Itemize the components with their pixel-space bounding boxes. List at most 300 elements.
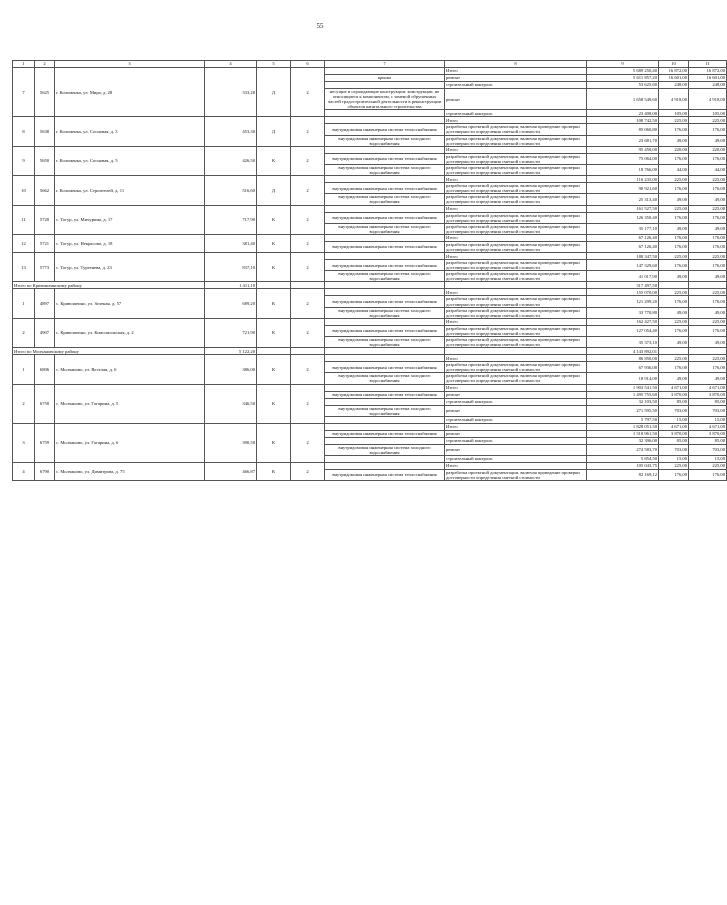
cost-limit: 176,00 [689, 362, 727, 373]
cost-limit: 225,00 [689, 462, 727, 469]
work-type: разработка проектной документации, включая проведение проверки достоверности определения сметной стоимости [445, 241, 587, 252]
column-number-7: 7 [325, 61, 445, 68]
table-row [13, 423, 727, 430]
table-row [13, 355, 727, 362]
cost-per-sqm: 225,00 [659, 117, 689, 124]
cost-per-sqm: 703,00 [659, 444, 689, 455]
cost-limit: 225,00 [689, 318, 727, 325]
cost-limit: 16 601,00 [689, 75, 727, 82]
column-number-3: 3 [55, 61, 205, 68]
cost-total: 82 169,12 [587, 469, 659, 480]
empty-cell [325, 348, 445, 355]
system-name [325, 318, 445, 325]
work-type: разработка проектной документации, включая проведение проверки достоверности определения сметной стоимости [445, 153, 587, 164]
work-type: строительный контроль [445, 416, 587, 423]
work-type: Итого [445, 234, 587, 241]
cost-per-sqm: 225,00 [659, 205, 689, 212]
system-name: внутридомовая инженерная система теплоснабжения [325, 260, 445, 271]
work-type: разработка проектной документации, включая проведение проверки достоверности определения сметной стоимости [445, 212, 587, 223]
empty-cell [659, 282, 689, 289]
cost-total: 127 054,40 [587, 325, 659, 336]
cost-limit: 176,00 [689, 124, 727, 135]
cost-limit: 225,00 [689, 117, 727, 124]
cost-per-sqm: 4 918,00 [659, 89, 689, 110]
system-name: внутридомовая инженерная система теплоснабжения [325, 325, 445, 336]
cost-total: 75 064,00 [587, 153, 659, 164]
house-id: 5662 [35, 176, 55, 205]
cost-limit: 49,00 [689, 194, 727, 205]
work-type: ремонт [445, 391, 587, 398]
column-number-5: 5 [257, 61, 291, 68]
cost-limit: 703,00 [689, 444, 727, 455]
cost-limit: 176,00 [689, 325, 727, 336]
cost-total: 53 625,60 [587, 82, 659, 89]
cost-limit: 4 671,00 [689, 384, 727, 391]
row-number: 9 [13, 146, 35, 175]
work-type: разработка проектной документации, включая проведение проверки достоверности определения сметной стоимости [445, 135, 587, 146]
cost-per-sqm: 105,00 [659, 110, 689, 117]
cost-limit: 3 870,00 [689, 430, 727, 437]
work-type: разработка проектной документации, включая проведение проверки достоверности определения сметной стоимости [445, 164, 587, 175]
work-type: разработка проектной документации, включая проведение проверки достоверности определения сметной стоимости [445, 362, 587, 373]
system-name: внутридомовая инженерная система холодного водоснабжения [325, 373, 445, 384]
cost-total: 35 177,10 [587, 223, 659, 234]
row-number: 1 [13, 355, 35, 384]
house-area: 721,90 [205, 318, 257, 347]
work-type: разработка проектной документации, включая проведение проверки достоверности определения сметной стоимости [445, 271, 587, 282]
cost-limit: 176,00 [689, 234, 727, 241]
column-number-6: 6 [291, 61, 325, 68]
house-id: 5773 [35, 253, 55, 282]
system-name [325, 253, 445, 260]
system-name: внутридомовая инженерная система холодного водоснабжения [325, 271, 445, 282]
table-row [13, 318, 727, 325]
table-row [13, 234, 727, 241]
wall-material: К [257, 423, 291, 462]
system-name: внутридомовая инженерная система холодного водоснабжения [325, 444, 445, 455]
floors-count: 2 [291, 289, 325, 318]
cost-total: 86 850,00 [587, 355, 659, 362]
table-row [13, 205, 727, 212]
cost-total: 1 495 755,60 [587, 391, 659, 398]
system-name [325, 416, 445, 423]
empty-cell [291, 282, 325, 289]
work-type: Итого [445, 146, 587, 153]
system-name: внутридомовая инженерная система теплоснабжения [325, 362, 445, 373]
column-number-11: 11 [689, 61, 727, 68]
cost-total: 5 797,50 [587, 416, 659, 423]
work-type: Итого [445, 462, 587, 469]
cost-per-sqm: 4 671,00 [659, 384, 689, 391]
floors-count: 2 [291, 146, 325, 175]
system-name [325, 423, 445, 430]
floors-count: 2 [291, 176, 325, 205]
cost-total: 90 921,60 [587, 183, 659, 194]
table-row [13, 117, 727, 124]
cost-total: 1 510 961,50 [587, 430, 659, 437]
work-type: строительный контроль [445, 437, 587, 444]
cost-per-sqm: 49,00 [659, 135, 689, 146]
cost-per-sqm: 49,00 [659, 194, 689, 205]
house-area: 717,90 [205, 205, 257, 234]
work-type: Итого [445, 205, 587, 212]
empty-cell [257, 282, 291, 289]
system-name [325, 146, 445, 153]
cost-limit: 176,00 [689, 296, 727, 307]
cost-total: 188 347,50 [587, 253, 659, 260]
district-subtotal-value: 4 143 892,01 [587, 348, 659, 355]
wall-material: Д [257, 176, 291, 205]
cost-total: 35 373,10 [587, 337, 659, 348]
house-address: с. Молчаново, ул. Гагарина, д. 5 [55, 384, 205, 423]
system-name [325, 68, 445, 75]
wall-material: К [257, 253, 291, 282]
house-area: 386,00 [205, 355, 257, 384]
floors-count: 2 [291, 318, 325, 347]
row-number: 2 [13, 318, 35, 347]
wall-material: К [257, 384, 291, 423]
table-row [13, 253, 727, 260]
table-row [13, 146, 727, 153]
cost-per-sqm: 85,00 [659, 437, 689, 444]
cost-limit: 15,00 [689, 416, 727, 423]
table-body [13, 61, 727, 481]
district-subtotal-row [13, 282, 727, 289]
house-id: 5721 [35, 234, 55, 252]
house-address: г. Коломенка, ул. Сосновая, д. 5 [55, 146, 205, 175]
cost-limit: 85,00 [689, 398, 727, 405]
row-number: 11 [13, 205, 35, 234]
cost-limit: 176,00 [689, 241, 727, 252]
cost-per-sqm: 176,00 [659, 183, 689, 194]
cost-limit: 49,00 [689, 337, 727, 348]
house-address: с. Молчаново, ул. Веселая, д. 6 [55, 355, 205, 384]
column-number-10: 10 [659, 61, 689, 68]
cost-limit: 176,00 [689, 212, 727, 223]
cost-total: 147 329,60 [587, 260, 659, 271]
cost-total: 18 766,00 [587, 164, 659, 175]
house-area: 689,20 [205, 289, 257, 318]
work-type: разработка проектной документации, включая проведение проверки достоверности определения сметной стоимости [445, 183, 587, 194]
cost-total: 41 017,90 [587, 271, 659, 282]
cost-limit: 176,00 [689, 260, 727, 271]
work-type: Итого [445, 318, 587, 325]
house-address: с. Кривошеино, ул. Зеленая, д. 57 [55, 289, 205, 318]
wall-material: К [257, 355, 291, 384]
floors-count: 2 [291, 384, 325, 423]
cost-per-sqm: 176,00 [659, 212, 689, 223]
district-subtotal-area: 1 411,10 [205, 282, 257, 289]
work-type: Итого [445, 68, 587, 75]
page-number: 55 [316, 22, 324, 30]
district-subtotal-area: 5 122,20 [205, 348, 257, 355]
system-name [325, 176, 445, 183]
cost-total: 161 527,50 [587, 205, 659, 212]
cost-per-sqm: 49,00 [659, 271, 689, 282]
cost-total: 25 313,40 [587, 194, 659, 205]
wall-material: К [257, 318, 291, 347]
cost-per-sqm: 3 870,00 [659, 391, 689, 398]
house-address: с. Тогур, ул. Тургенева, д. 23 [55, 253, 205, 282]
system-name [325, 462, 445, 469]
cost-total: 1 828 051,50 [587, 423, 659, 430]
cost-per-sqm: 3 870,00 [659, 430, 689, 437]
cost-per-sqm: 225,00 [659, 318, 689, 325]
cost-limit: 49,00 [689, 307, 727, 318]
cost-limit: 16 872,00 [689, 68, 727, 75]
system-name: внутридомовая инженерная система теплоснабжения [325, 153, 445, 164]
cost-per-sqm: 176,00 [659, 362, 689, 373]
cost-total: 67 126,40 [587, 241, 659, 252]
house-id: 5638 [35, 117, 55, 146]
cost-per-sqm: 176,00 [659, 241, 689, 252]
cost-total: 121 299,20 [587, 296, 659, 307]
table-row [13, 289, 727, 296]
house-address: г. Коломенка, ул. Сосновая, д. 3 [55, 117, 205, 146]
floors-count: 2 [291, 68, 325, 117]
cost-per-sqm: 176,00 [659, 153, 689, 164]
empty-cell [445, 282, 587, 289]
cost-per-sqm: 220,00 [659, 146, 689, 153]
work-type: разработка проектной документации, включая проведение проверки достоверности определения сметной стоимости [445, 469, 587, 480]
column-number-2: 2 [35, 61, 55, 68]
cost-limit: 176,00 [689, 183, 727, 194]
floors-count: 2 [291, 355, 325, 384]
house-id: 4897 [35, 289, 55, 318]
cost-total: 18 914,00 [587, 373, 659, 384]
work-type: Итого [445, 384, 587, 391]
district-subtotal-row [13, 348, 727, 355]
cost-per-sqm: 225,00 [659, 176, 689, 183]
system-name: внутридомовая инженерная система холодного водоснабжения [325, 164, 445, 175]
cost-limit: 220,00 [689, 146, 727, 153]
cost-per-sqm: 225,00 [659, 253, 689, 260]
cost-limit: 105,00 [689, 110, 727, 117]
column-number-1: 1 [13, 61, 35, 68]
cost-total: 23 681,70 [587, 135, 659, 146]
wall-material: К [257, 289, 291, 318]
cost-total: 23 408,00 [587, 110, 659, 117]
house-address: с. Молчаново, ул. Гагарина, д. 6 [55, 423, 205, 462]
district-subtotal-label: Итого по Молчановскому району [13, 348, 205, 355]
house-area: 466,87 [205, 462, 257, 480]
row-number: 8 [13, 117, 35, 146]
cost-total: 5 689 250,40 [587, 68, 659, 75]
cost-limit: 225,00 [689, 355, 727, 362]
system-name: внутридомовая инженерная система теплоснабжения [325, 469, 445, 480]
district-subtotal-label: Итого по Кривошеинскому району [13, 282, 205, 289]
district-subtotal-value: 317 497,50 [587, 282, 659, 289]
system-name [325, 110, 445, 117]
cost-per-sqm: 703,00 [659, 405, 689, 416]
house-area: 453,30 [205, 117, 257, 146]
cost-limit: 176,00 [689, 153, 727, 164]
cost-per-sqm: 176,00 [659, 124, 689, 135]
cost-total: 274 583,70 [587, 444, 659, 455]
cost-limit: 49,00 [689, 223, 727, 234]
work-type: ремонт [445, 405, 587, 416]
row-number: 10 [13, 176, 35, 205]
cost-limit: 15,00 [689, 455, 727, 462]
cost-total: 1 903 541,50 [587, 384, 659, 391]
cost-total: 155 070,00 [587, 289, 659, 296]
cost-total: 67 126,40 [587, 234, 659, 241]
work-type: Итого [445, 117, 587, 124]
house-id: 6806 [35, 355, 55, 384]
cost-limit: 49,00 [689, 271, 727, 282]
system-name: внутридомовая инженерная система холодного водоснабжения [325, 223, 445, 234]
floors-count: 2 [291, 234, 325, 252]
system-name [325, 398, 445, 405]
house-area: 346,50 [205, 384, 257, 423]
cost-limit: 225,00 [689, 176, 727, 183]
floors-count: 2 [291, 253, 325, 282]
work-type: разработка проектной документации, включая проведение проверки достоверности определения сметной стоимости [445, 223, 587, 234]
work-type: разработка проектной документации, включая проведение проверки достоверности определения сметной стоимости [445, 325, 587, 336]
work-type: ремонт [445, 444, 587, 455]
column-number-row [13, 61, 727, 68]
cost-total: 95 450,00 [587, 146, 659, 153]
house-area: 837,10 [205, 253, 257, 282]
work-type: разработка проектной документации, включая проведение проверки достоверности определения сметной стоимости [445, 124, 587, 135]
system-name [325, 205, 445, 212]
cost-per-sqm: 49,00 [659, 223, 689, 234]
house-id: 5650 [35, 146, 55, 175]
work-type: Итого [445, 289, 587, 296]
cost-per-sqm: 176,00 [659, 469, 689, 480]
cost-per-sqm: 225,00 [659, 462, 689, 469]
row-number: 7 [13, 68, 35, 117]
row-number: 4 [13, 462, 35, 480]
system-name: внутридомовая инженерная система холодного водоснабжения [325, 194, 445, 205]
house-address: с. Тогур, ул. Мичурина, д. 17 [55, 205, 205, 234]
house-address: г. Коломенка, ул. Строителей, д. 11 [55, 176, 205, 205]
cost-limit: 44,00 [689, 164, 727, 175]
house-address: с. Молчаново, ул. Димитрова, д. 75 [55, 462, 205, 480]
cost-per-sqm: 248,00 [659, 82, 689, 89]
system-name: внутридомовая инженерная система холодного водоснабжения [325, 307, 445, 318]
system-name: внутридомовая инженерная система холодного водоснабжения [325, 337, 445, 348]
cost-per-sqm: 225,00 [659, 289, 689, 296]
system-name [325, 117, 445, 124]
wall-material: К [257, 146, 291, 175]
table-row [13, 68, 727, 75]
cost-limit: 85,00 [689, 437, 727, 444]
empty-cell [291, 348, 325, 355]
floors-count: 2 [291, 462, 325, 480]
system-name [325, 289, 445, 296]
cost-total: 108 742,50 [587, 117, 659, 124]
work-type: строительный контроль [445, 398, 587, 405]
work-type: разработка проектной документации, включая проведение проверки достоверности определения сметной стоимости [445, 260, 587, 271]
house-address: с. Тогур, ул. Некрасова, д. 18 [55, 234, 205, 252]
floors-count: 2 [291, 117, 325, 146]
cost-per-sqm: 176,00 [659, 296, 689, 307]
work-type: строительный контроль [445, 82, 587, 89]
house-id: 6758 [35, 384, 55, 423]
house-id: 6790 [35, 462, 55, 480]
cost-limit: 225,00 [689, 205, 727, 212]
cost-per-sqm: 15,00 [659, 416, 689, 423]
wall-material: К [257, 234, 291, 252]
cost-limit: 4 918,00 [689, 89, 727, 110]
cost-per-sqm: 49,00 [659, 337, 689, 348]
system-name [325, 82, 445, 89]
cost-total: 116 235,00 [587, 176, 659, 183]
house-address: г. Коломенка, ул. Мира, д. 28 [55, 68, 205, 117]
floors-count: 2 [291, 423, 325, 462]
system-name [325, 234, 445, 241]
wall-material: Д [257, 68, 291, 117]
cost-limit: 225,00 [689, 289, 727, 296]
cost-total: 1 658 549,60 [587, 89, 659, 110]
work-type: разработка проектной документации, включая проведение проверки достоверности определения сметной стоимости [445, 373, 587, 384]
system-name: внутридомовая инженерная система теплоснабжения [325, 430, 445, 437]
wall-material: Д [257, 117, 291, 146]
work-type: разработка проектной документации, включая проведение проверки достоверности определения сметной стоимости [445, 194, 587, 205]
house-area: 390,50 [205, 423, 257, 462]
work-type: разработка проектной документации, включая проведение проверки достоверности определения сметной стоимости [445, 337, 587, 348]
cost-total: 105 043,75 [587, 462, 659, 469]
house-id: 6759 [35, 423, 55, 462]
cost-per-sqm: 176,00 [659, 260, 689, 271]
empty-cell [689, 348, 727, 355]
cost-limit: 703,00 [689, 405, 727, 416]
cost-per-sqm: 16 872,00 [659, 68, 689, 75]
cost-total: 32 396,00 [587, 437, 659, 444]
cost-per-sqm: 225,00 [659, 355, 689, 362]
cost-limit: 3 870,00 [689, 391, 727, 398]
table-row [13, 462, 727, 469]
system-name [325, 437, 445, 444]
house-area: 333,20 [205, 68, 257, 117]
work-type: разработка проектной документации, включая проведение проверки достоверности определения сметной стоимости [445, 307, 587, 318]
cost-total: 67 936,00 [587, 362, 659, 373]
system-name: внутридомовая инженерная система теплоснабжения [325, 212, 445, 223]
cost-total: 33 770,80 [587, 307, 659, 318]
table-row [13, 176, 727, 183]
system-name [325, 355, 445, 362]
cost-per-sqm: 44,00 [659, 164, 689, 175]
house-area: 426,50 [205, 146, 257, 175]
cost-per-sqm: 85,00 [659, 398, 689, 405]
work-type: Итого [445, 176, 587, 183]
house-address: с. Кривошеино, ул. Комсомольская, д. 2 [55, 318, 205, 347]
row-number: 13 [13, 253, 35, 282]
capital-repair-table [12, 60, 727, 481]
empty-cell [325, 282, 445, 289]
cost-per-sqm: 15,00 [659, 455, 689, 462]
system-name: внутридомовая инженерная система холодного водоснабжения [325, 135, 445, 146]
row-number: 3 [13, 423, 35, 462]
system-name: внутридомовая инженерная система холодного водоснабжения [325, 405, 445, 416]
house-id: 4907 [35, 318, 55, 347]
cost-total: 5 854,50 [587, 455, 659, 462]
wall-material: К [257, 462, 291, 480]
work-type: ремонт [445, 75, 587, 82]
system-name: внутридомовая инженерная система теплоснабжения [325, 296, 445, 307]
empty-cell [659, 348, 689, 355]
table-row [13, 384, 727, 391]
cost-limit: 248,00 [689, 82, 727, 89]
work-type: строительный контроль [445, 455, 587, 462]
work-type: строительный контроль [445, 110, 587, 117]
work-type: разработка проектной документации, включая проведение проверки достоверности определения сметной стоимости [445, 296, 587, 307]
row-number: 1 [13, 289, 35, 318]
work-type: Итого [445, 423, 587, 430]
system-name: внутридомовая инженерная система теплоснабжения [325, 391, 445, 398]
cost-per-sqm: 176,00 [659, 234, 689, 241]
